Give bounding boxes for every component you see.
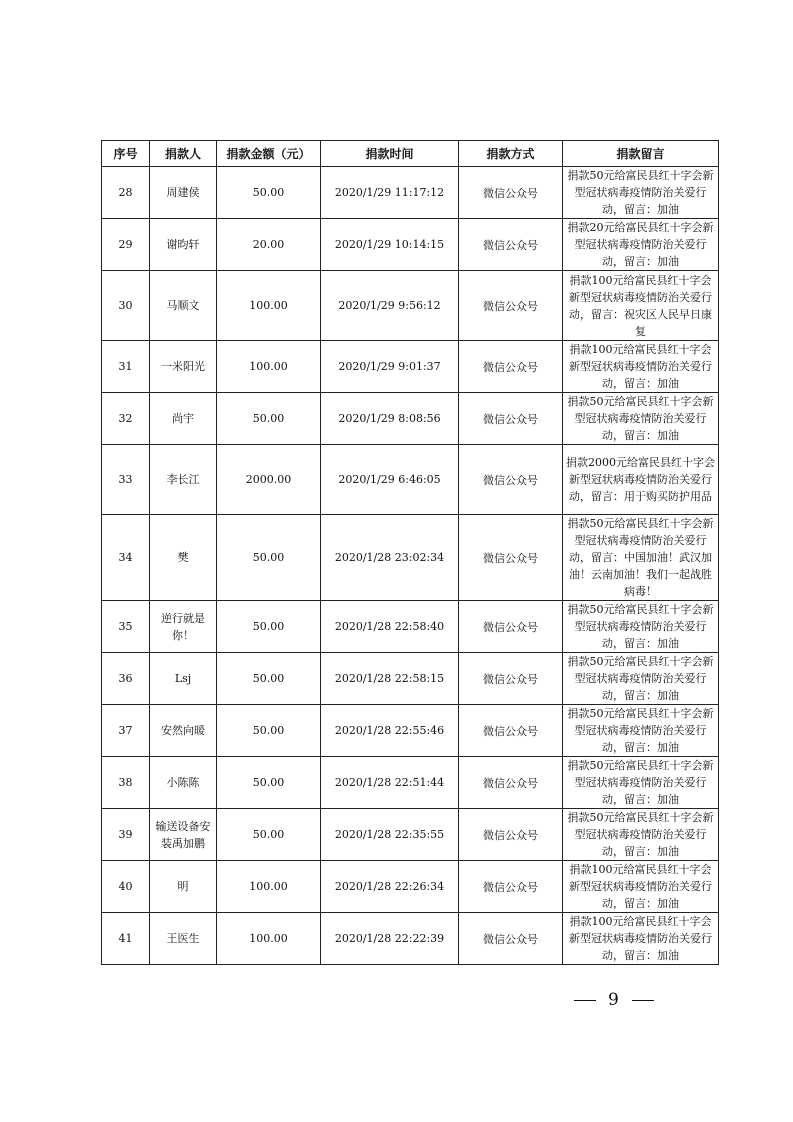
cell-message: 捐款20元给富民县红十字会新型冠状病毒疫情防治关爱行动，留言：加油: [563, 219, 719, 271]
cell-donor: 李长江: [150, 445, 217, 515]
table-row: [102, 601, 719, 653]
cell-message: 捐款100元给富民县红十字会新型冠状病毒疫情防治关爱行动，留言：加油: [563, 861, 719, 913]
table-row: [102, 219, 719, 271]
cell-amount: 100.00: [217, 271, 321, 341]
cell-message: 捐款50元给富民县红十字会新型冠状病毒疫情防治关爱行动，留言：加油: [563, 601, 719, 653]
cell-message: 捐款100元给富民县红十字会新型冠状病毒疫情防治关爱行动，留言：加油: [563, 913, 719, 965]
page-number: 9: [608, 990, 620, 1010]
cell-amount: 100.00: [217, 861, 321, 913]
cell-time: 2020/1/28 22:51:44: [321, 757, 459, 809]
cell-message: 捐款50元给富民县红十字会新型冠状病毒疫情防治关爱行动，留言：加油: [563, 809, 719, 861]
header-amount: 捐款金额（元）: [217, 141, 321, 167]
cell-time: 2020/1/29 6:46:05: [321, 445, 459, 515]
cell-method: 微信公众号: [459, 653, 563, 705]
header-method: 捐款方式: [459, 141, 563, 167]
cell-time: 2020/1/28 22:58:40: [321, 601, 459, 653]
page-footer: [574, 990, 654, 1010]
cell-amount: 50.00: [217, 167, 321, 219]
table-row: [102, 705, 719, 757]
cell-time: 2020/1/29 11:17:12: [321, 167, 459, 219]
cell-method: 微信公众号: [459, 167, 563, 219]
footer-dash-right: [632, 1000, 654, 1001]
table-row: [102, 445, 719, 515]
cell-method: 微信公众号: [459, 445, 563, 515]
cell-time: 2020/1/28 22:35:55: [321, 809, 459, 861]
table-row: [102, 653, 719, 705]
header-time: 捐款时间: [321, 141, 459, 167]
cell-no: 33: [102, 445, 150, 515]
cell-method: 微信公众号: [459, 861, 563, 913]
cell-message: 捐款100元给富民县红十字会新型冠状病毒疫情防治关爱行动，留言：加油: [563, 341, 719, 393]
cell-donor: 王医生: [150, 913, 217, 965]
cell-no: 38: [102, 757, 150, 809]
cell-message: 捐款100元给富民县红十字会新型冠状病毒疫情防治关爱行动，留言：祝灾区人民早日康复: [563, 271, 719, 341]
cell-method: 微信公众号: [459, 393, 563, 445]
cell-donor: 樊: [150, 515, 217, 601]
table-row: [102, 167, 719, 219]
cell-time: 2020/1/28 22:22:39: [321, 913, 459, 965]
cell-donor: 马顺文: [150, 271, 217, 341]
cell-donor: 一米阳光: [150, 341, 217, 393]
cell-no: 31: [102, 341, 150, 393]
cell-time: 2020/1/28 22:26:34: [321, 861, 459, 913]
table-row: [102, 515, 719, 601]
cell-time: 2020/1/28 22:55:46: [321, 705, 459, 757]
cell-message: 捐款50元给富民县红十字会新型冠状病毒疫情防治关爱行动，留言：加油: [563, 393, 719, 445]
table-row: [102, 861, 719, 913]
cell-message: 捐款50元给富民县红十字会新型冠状病毒疫情防治关爱行动，留言：加油: [563, 757, 719, 809]
cell-donor: 尚宇: [150, 393, 217, 445]
cell-donor: 周建侯: [150, 167, 217, 219]
donation-table: [101, 140, 719, 965]
header-message: 捐款留言: [563, 141, 719, 167]
cell-amount: 100.00: [217, 341, 321, 393]
cell-donor: 小陈陈: [150, 757, 217, 809]
cell-no: 40: [102, 861, 150, 913]
cell-amount: 50.00: [217, 393, 321, 445]
cell-message: 捐款2000元给富民县红十字会新型冠状病毒疫情防治关爱行动，留言：用于购买防护用品: [563, 445, 719, 515]
cell-time: 2020/1/29 8:08:56: [321, 393, 459, 445]
table-row: [102, 393, 719, 445]
table-row: [102, 913, 719, 965]
header-no: 序号: [102, 141, 150, 167]
cell-message: 捐款50元给富民县红十字会新型冠状病毒疫情防治关爱行动，留言：加油: [563, 705, 719, 757]
cell-no: 37: [102, 705, 150, 757]
table-header-row: [102, 141, 719, 167]
cell-time: 2020/1/29 9:56:12: [321, 271, 459, 341]
cell-donor: Lsj: [150, 653, 217, 705]
header-donor: 捐款人: [150, 141, 217, 167]
cell-no: 32: [102, 393, 150, 445]
cell-donor: 明: [150, 861, 217, 913]
cell-donor: 安然向暖: [150, 705, 217, 757]
cell-amount: 20.00: [217, 219, 321, 271]
cell-amount: 50.00: [217, 757, 321, 809]
cell-donor: 输送设备安装禹加鹏: [150, 809, 217, 861]
cell-method: 微信公众号: [459, 913, 563, 965]
cell-method: 微信公众号: [459, 271, 563, 341]
cell-amount: 50.00: [217, 601, 321, 653]
cell-time: 2020/1/29 10:14:15: [321, 219, 459, 271]
cell-amount: 100.00: [217, 913, 321, 965]
cell-time: 2020/1/29 9:01:37: [321, 341, 459, 393]
cell-method: 微信公众号: [459, 341, 563, 393]
cell-no: 36: [102, 653, 150, 705]
cell-no: 41: [102, 913, 150, 965]
table-row: [102, 271, 719, 341]
cell-message: 捐款50元给富民县红十字会新型冠状病毒疫情防治关爱行动，留言：加油: [563, 167, 719, 219]
cell-message: 捐款50元给富民县红十字会新型冠状病毒疫情防治关爱行动，留言：中国加油！武汉加油！云南加油！我们一起战胜病毒！: [563, 515, 719, 601]
cell-amount: 50.00: [217, 705, 321, 757]
cell-method: 微信公众号: [459, 219, 563, 271]
cell-amount: 50.00: [217, 809, 321, 861]
cell-method: 微信公众号: [459, 601, 563, 653]
cell-method: 微信公众号: [459, 515, 563, 601]
cell-amount: 50.00: [217, 515, 321, 601]
cell-method: 微信公众号: [459, 809, 563, 861]
cell-time: 2020/1/28 23:02:34: [321, 515, 459, 601]
cell-no: 39: [102, 809, 150, 861]
footer-dash-left: [574, 1000, 596, 1001]
cell-amount: 2000.00: [217, 445, 321, 515]
cell-method: 微信公众号: [459, 757, 563, 809]
table-row: [102, 809, 719, 861]
cell-message: 捐款50元给富民县红十字会新型冠状病毒疫情防治关爱行动，留言：加油: [563, 653, 719, 705]
cell-no: 29: [102, 219, 150, 271]
cell-no: 30: [102, 271, 150, 341]
cell-time: 2020/1/28 22:58:15: [321, 653, 459, 705]
cell-no: 35: [102, 601, 150, 653]
cell-no: 34: [102, 515, 150, 601]
cell-donor: 逆行就是你！: [150, 601, 217, 653]
cell-method: 微信公众号: [459, 705, 563, 757]
cell-no: 28: [102, 167, 150, 219]
cell-donor: 谢昀轩: [150, 219, 217, 271]
table-row: [102, 757, 719, 809]
cell-amount: 50.00: [217, 653, 321, 705]
table-row: [102, 341, 719, 393]
